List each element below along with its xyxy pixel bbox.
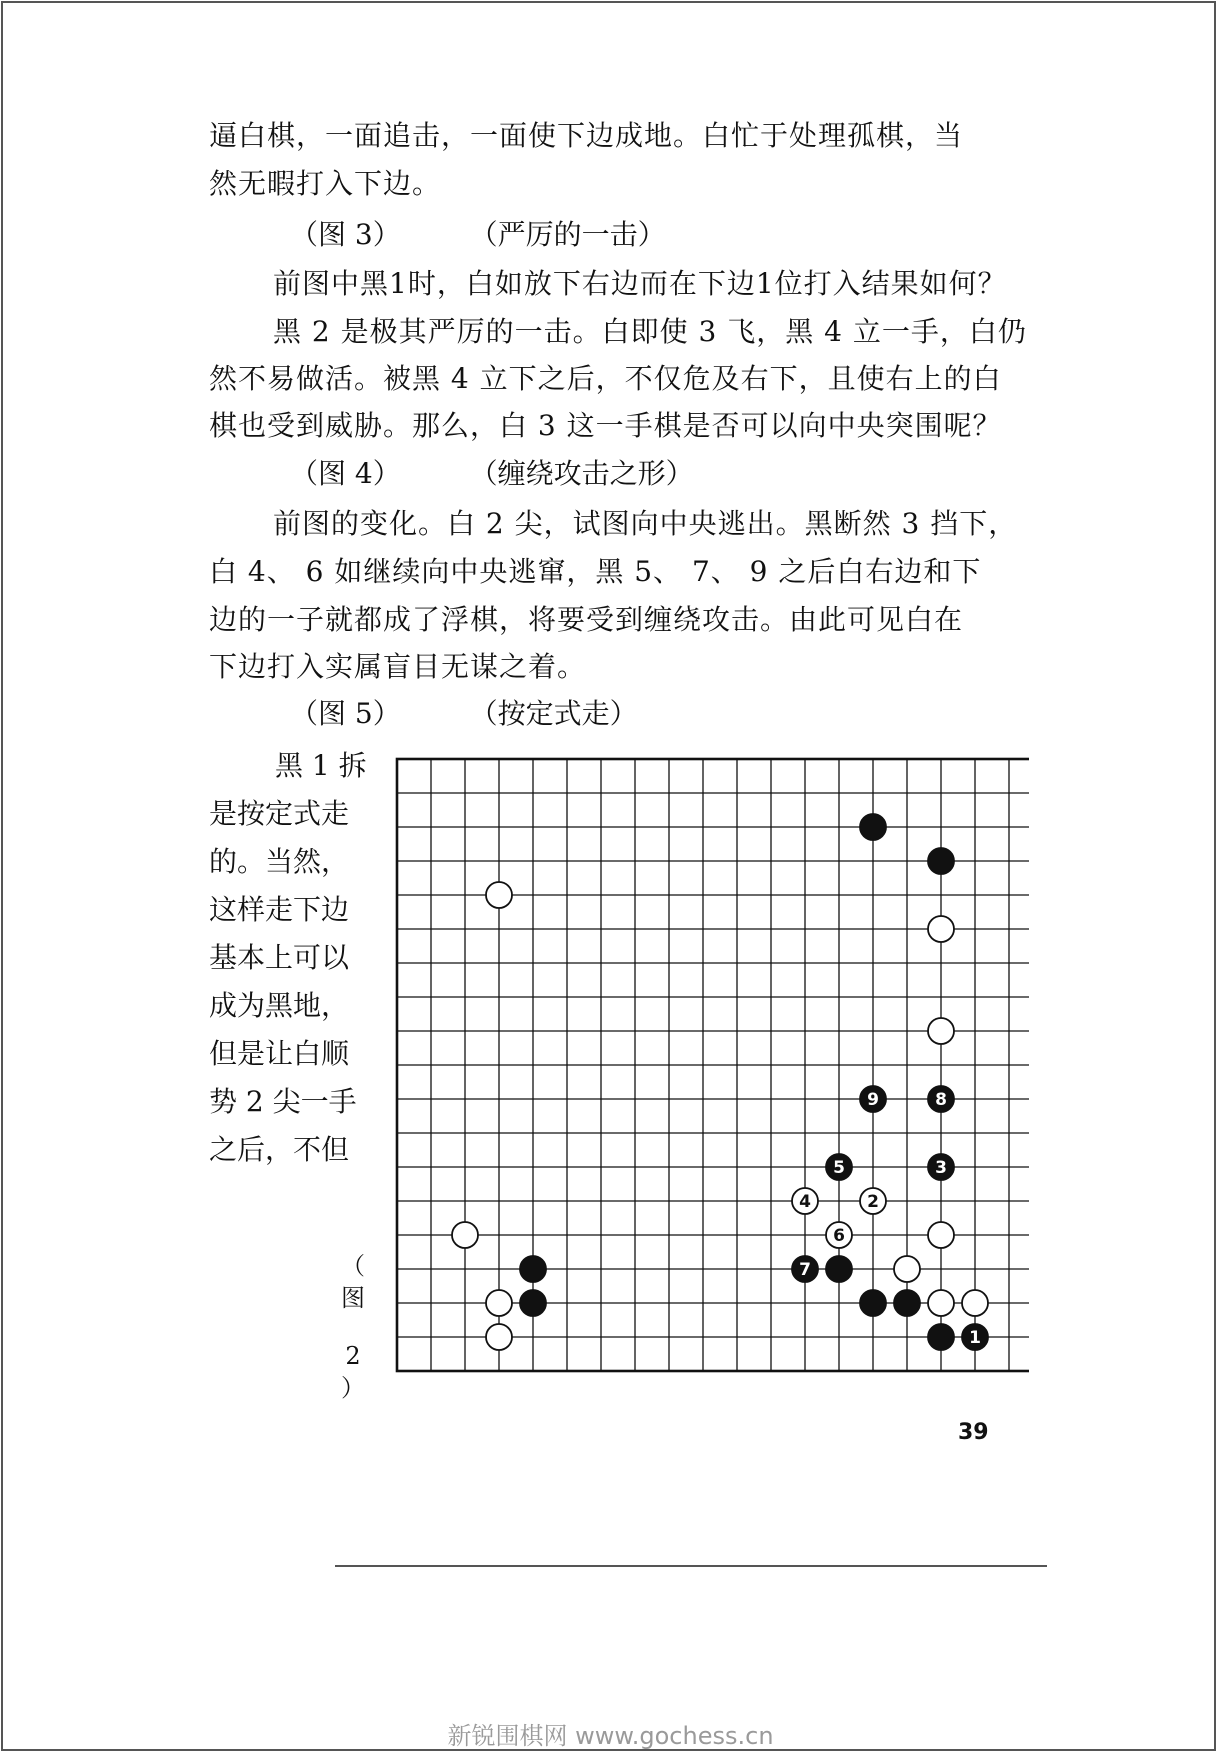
black-stone [928,848,954,874]
stone-label: 9 [867,1090,879,1110]
white-stone [486,1324,512,1350]
figure-3-caption [290,213,666,253]
paragraph-3-line-3: 棋也受到威胁。那么，白 3 这一手棋是否可以向中央突围呢？ [209,409,1002,442]
white-stone [928,1290,954,1316]
black-stone [826,1256,852,1282]
stone-label: 4 [799,1192,811,1212]
side-text-line: 黑 1 拆 [275,749,367,782]
go-board-diagram [395,757,1029,1382]
paragraph-3-line-1: 黑 2 是极其严厉的一击。白即使 3 飞，黑 4 立一手，白仍 [273,315,1027,348]
paragraph-1-line-1: 逼白棋，一面追击，一面使下边成地。白忙于处理孤棋，当 [209,119,964,152]
white-stone [928,916,954,942]
paragraph-1-line-2: 然无暇打入下边。 [209,167,442,200]
stone-label: 7 [799,1260,811,1280]
side-text-line: 基本上可以 [209,941,350,974]
paragraph-4-line-2: 白 4、 6 如继续向中央逃窜，黑 5、 7、 9 之后白右边和下 [209,555,982,588]
white-stone [928,1222,954,1248]
white-stone [962,1290,988,1316]
side-text [209,742,369,1174]
white-stone [452,1222,478,1248]
figure-2-vertical-label [338,1250,368,1404]
paragraph-2: 前图中黑1时，白如放下右边而在下边1位打入结果如何？ [273,267,1007,300]
stone-label: 2 [867,1192,879,1212]
paragraph-3-line-2: 然不易做活。被黑 4 立下之后，不仅危及右下，且使右上的白 [209,362,1002,395]
white-stone [486,882,512,908]
black-stone [860,814,886,840]
figure-4-title: （缠绕攻击之形） [469,457,694,490]
black-stone [520,1290,546,1316]
black-stone [894,1290,920,1316]
figure-5-label: （图 5） [290,697,401,730]
paragraph-4-line-3: 边的一子就都成了浮棋，将要受到缠绕攻击。由此可见白在 [209,603,964,636]
white-stone [486,1290,512,1316]
side-text-line: 势 2 尖一手 [209,1085,357,1118]
figure-3-title: （严厉的一击） [469,218,666,251]
figure-5-title: （按定式走） [469,697,638,730]
paragraph-4-line-4: 下边打入实属盲目无谋之着。 [209,650,587,683]
figure-label-char: 2 [345,1342,361,1370]
figure-3-label: （图 3） [290,218,401,251]
figure-4-caption [290,452,694,492]
figure-label-char: 图 [341,1284,365,1312]
black-stone [860,1290,886,1316]
figure-label-char: （ [341,1252,365,1280]
figure-5-caption [290,692,638,732]
side-text-line: 的。当然， [209,845,350,878]
stone-label: 3 [935,1158,947,1178]
white-stone [894,1256,920,1282]
black-stone [520,1256,546,1282]
black-stone [928,1324,954,1350]
side-text-line: 这样走下边 [209,893,350,926]
footer-watermark: 新锐围棋网 www.gochess.cn [447,1722,774,1750]
bottom-rule [335,1565,1047,1567]
page-number: 39 [958,1420,989,1445]
side-text-line: 之后，不但 [209,1133,350,1166]
figure-4-label: （图 4） [290,457,401,490]
stone-label: 6 [833,1226,845,1246]
side-text-line: 是按定式走 [209,797,350,830]
stone-label: 5 [833,1158,845,1178]
stone-label: 8 [935,1090,947,1110]
side-text-line: 成为黑地， [209,989,350,1022]
paragraph-4-line-1: 前图的变化。白 2 尖，试图向中央逃出。黑断然 3 挡下， [273,507,1018,540]
white-stone [928,1018,954,1044]
side-text-line: 但是让白顺 [209,1037,350,1070]
figure-label-char: ） [341,1374,365,1402]
stone-label: 1 [969,1328,981,1348]
